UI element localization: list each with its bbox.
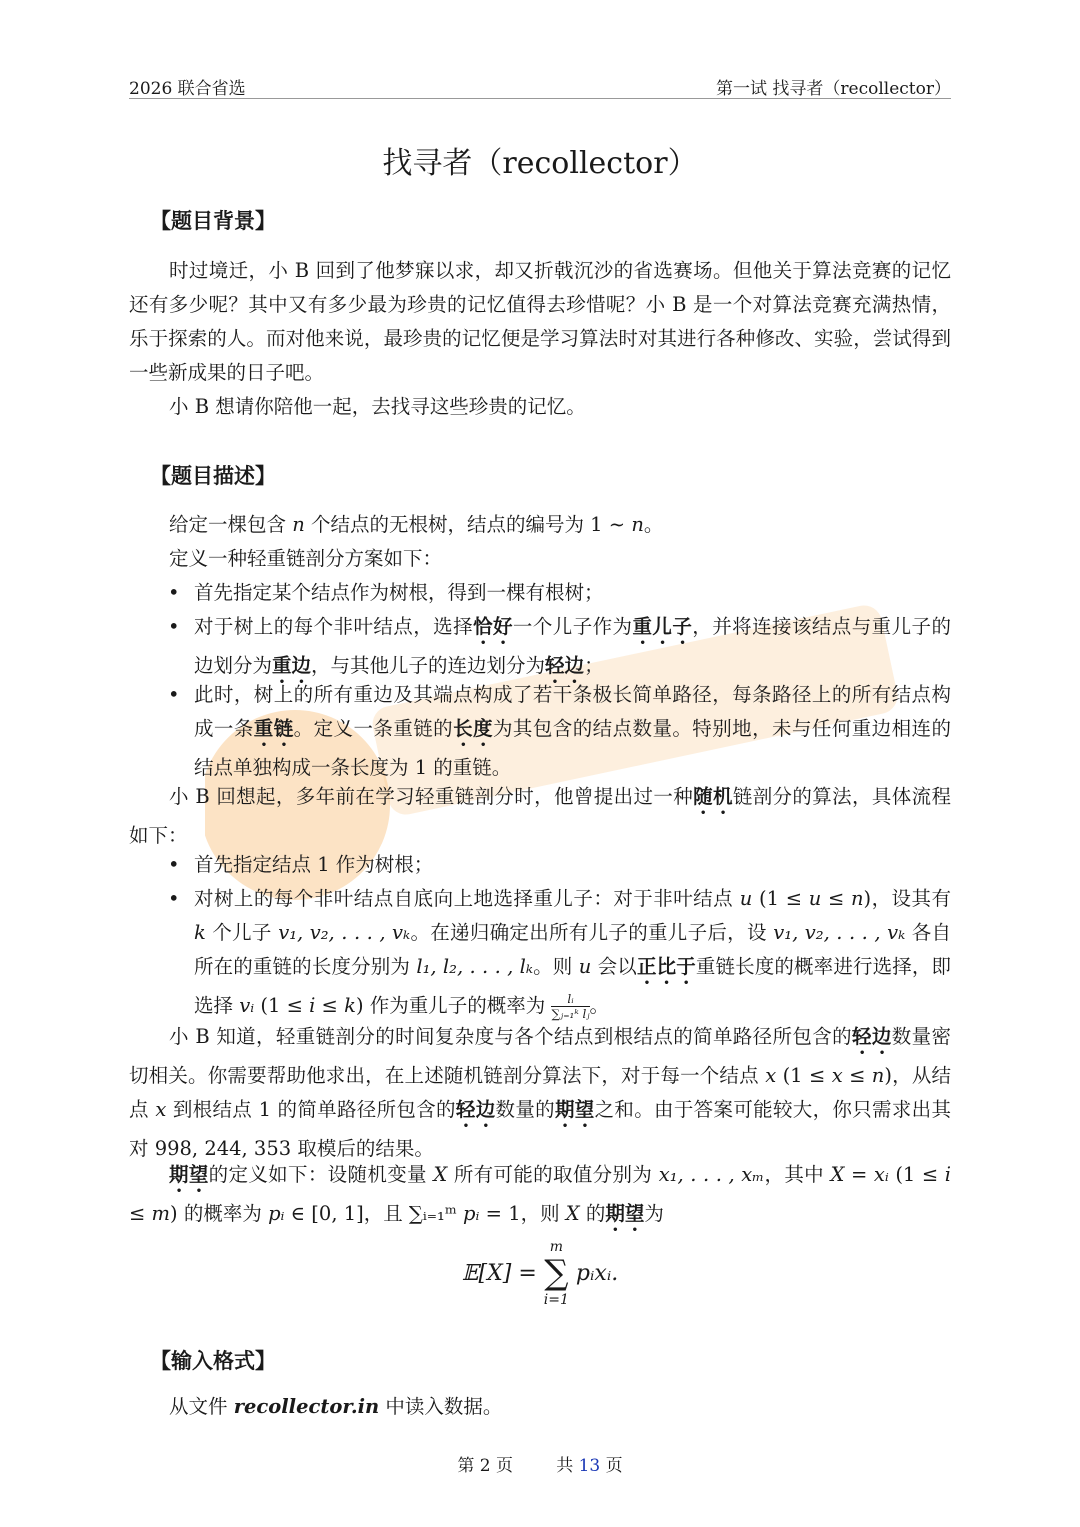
bullet-icon: •	[168, 615, 180, 638]
list-item: 对于树上的每个非叶结点，选择恰好一个儿子作为重儿子，并将连接该结点与重儿子的边划分为重边，与其他儿子的连边划分为轻边；	[194, 615, 951, 677]
page-header	[129, 74, 951, 98]
section-description-heading: 【题目描述】	[150, 464, 276, 488]
total-pages: 13	[578, 1456, 601, 1476]
list-item: 首先指定结点 1 作为树根；	[194, 853, 434, 876]
input-paragraph: 从文件 recollector.in 中读入数据。	[169, 1395, 503, 1418]
header-divider	[129, 98, 951, 99]
bullet-icon: •	[168, 683, 180, 706]
background-paragraph-2: 小 B 想请你陪他一起，去找寻这些珍贵的记忆。	[169, 395, 586, 418]
bullet-icon: •	[168, 853, 180, 876]
probability-fraction: $\frac{\text{lᵢ}}{\text{∑ⱼ₌₁ᵏ lⱼ}}$	[551, 991, 590, 1021]
section-background-heading: 【题目背景】	[150, 209, 276, 233]
page-number: 第 2 页	[457, 1456, 513, 1476]
description-paragraph-1: 给定一棵包含 n 个结点的无根树，结点的编号为 1 ∼ n。	[169, 513, 664, 536]
page-footer: 第 2 页 共 13 页	[457, 1456, 623, 1476]
description-paragraph-4: 小 B 知道，轻重链剖分的时间复杂度与各个结点到根结点的简单路径所包含的轻边数量密切相关。你需要帮助他求出，在上述随机链剖分算法下，对于每一个结点 x (1 ≤ x ≤ n)，从结点 x 到根结点 1 的简单路径所包含的轻边数量的期望之和。由于答案可能较大，你只需求出其对 998, 244, 353 取模后的结果。	[129, 1025, 952, 1160]
description-paragraph-3: 小 B 回想起，多年前在学习轻重链剖分时，他曾提出过一种随机链剖分的算法，具体流程如下：	[129, 785, 951, 847]
background-paragraph-1: 时过境迁，小 B 回到了他梦寐以求，却又折戟沉沙的省选赛场。但他关于算法竞赛的记忆还有多少呢？其中又有多少最为珍贵的记忆值得去珍惜呢？小 B 是一个对算法竞赛充满热情，乐于探索的人。而对他来说，最珍贵的记忆便是学习算法时对其进行各种修改、实验，尝试得到一些新成果的日子吧。	[129, 259, 951, 384]
description-paragraph-2: 定义一种轻重链剖分方案如下：	[169, 547, 443, 570]
bullet-icon: •	[168, 887, 180, 910]
list-item: 首先指定某个结点作为树根，得到一棵有根树；	[194, 581, 604, 604]
description-paragraph-5: 期望的定义如下：设随机变量 X 所有可能的取值分别为 x₁, . . . , xₘ，其中 X = xᵢ (1 ≤ i ≤ m) 的概率为 pᵢ ∈ [0, 1]，且 ∑ᵢ₌₁ᵐ pᵢ = 1，则 X 的期望为	[129, 1163, 951, 1225]
list-item: 对树上的每个非叶结点自底向上地选择重儿子：对于非叶结点 u (1 ≤ u ≤ n)，设其有 k 个儿子 v₁, v₂, . . . , vₖ。在递归确定出所有儿子的重儿子后，设 v₁, v₂, . . . , vₖ 各自所在的重链的长度分别为 l₁, l₂, . . . , lₖ。则 u 会以正比于重链长度的概率进行选择，即选择 vᵢ (1 ≤ i ≤ k) 作为重儿子的概率为 $\frac{\text{lᵢ}}{\text{∑ⱼ₌₁ᵏ lⱼ}}$ 。	[194, 887, 951, 1021]
problem-title: 找寻者（recollector）	[382, 146, 698, 181]
header-problem: 第一试 找寻者（recollector）	[716, 79, 951, 99]
section-input-heading: 【输入格式】	[150, 1349, 276, 1373]
expectation-formula: 𝔼[X] = m ∑ i=1 pᵢxᵢ.	[461, 1239, 619, 1308]
header-contest: 2026 联合省选	[129, 79, 246, 99]
bullet-icon: •	[168, 581, 180, 604]
list-item: 此时，树上的所有重边及其端点构成了若干条极长简单路径，每条路径上的所有结点构成一条重链。定义一条重链的长度为其包含的结点数量。特别地，未与任何重边相连的结点单独构成一条长度为 1 的重链。	[194, 683, 951, 779]
